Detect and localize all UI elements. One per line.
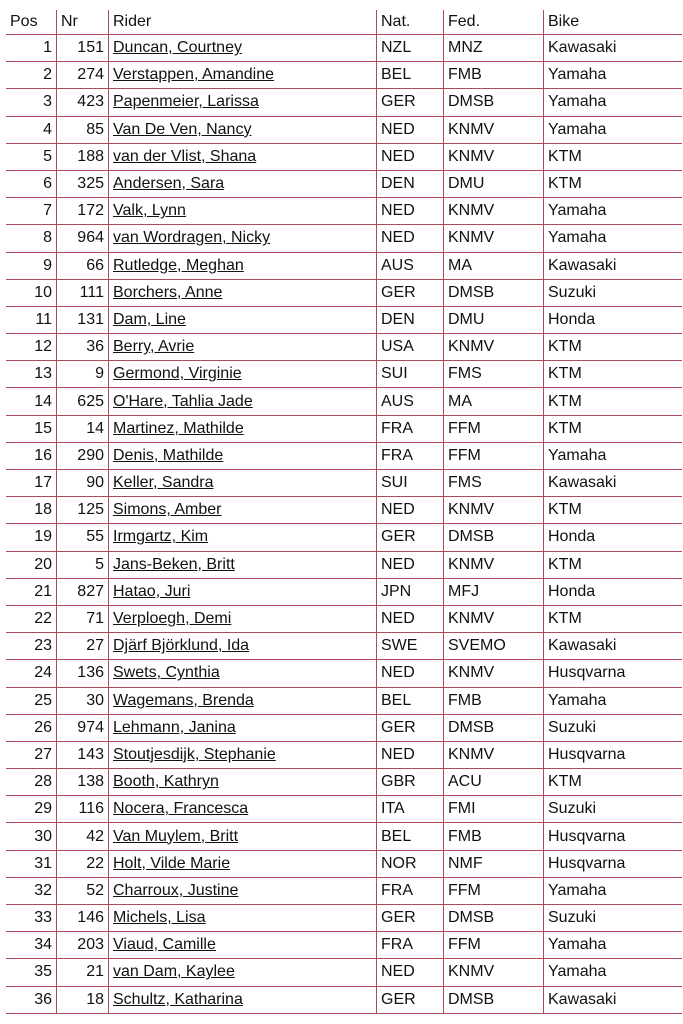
cell-nr: 203 xyxy=(56,932,108,959)
cell-rider xyxy=(108,769,376,796)
cell-pos: 12 xyxy=(6,334,56,361)
cell-nr: 21 xyxy=(56,959,108,986)
cell-rider xyxy=(108,334,376,361)
cell-pos: 3 xyxy=(6,89,56,116)
cell-fed: KNMV xyxy=(443,334,543,361)
rider-link[interactable]: Lehmann, Janina xyxy=(113,718,236,736)
cell-nr: 138 xyxy=(56,769,108,796)
cell-nr: 42 xyxy=(56,823,108,850)
rider-link[interactable]: Swets, Cynthia xyxy=(113,664,220,682)
cell-bike: Kawasaki xyxy=(543,987,682,1014)
cell-nr: 71 xyxy=(56,606,108,633)
cell-rider xyxy=(108,959,376,986)
cell-nr: 52 xyxy=(56,878,108,905)
rider-link[interactable]: Duncan, Courtney xyxy=(113,39,242,57)
cell-pos: 19 xyxy=(6,524,56,551)
cell-bike: Yamaha xyxy=(543,117,682,144)
cell-rider xyxy=(108,307,376,334)
rider-link[interactable]: Germond, Virginie xyxy=(113,365,242,383)
cell-bike: Kawasaki xyxy=(543,35,682,62)
cell-nat: USA xyxy=(376,334,443,361)
cell-fed: DMU xyxy=(443,171,543,198)
cell-nat: DEN xyxy=(376,307,443,334)
cell-fed: KNMV xyxy=(443,552,543,579)
rider-link[interactable]: Wagemans, Brenda xyxy=(113,691,254,709)
cell-fed: FFM xyxy=(443,443,543,470)
cell-nr: 423 xyxy=(56,89,108,116)
rider-link[interactable]: Irmgartz, Kim xyxy=(113,528,209,546)
results-table xyxy=(6,10,682,1014)
cell-bike: Yamaha xyxy=(543,62,682,89)
rider-link[interactable]: Berry, Avrie xyxy=(113,338,195,356)
cell-nr: 36 xyxy=(56,334,108,361)
cell-nr: 625 xyxy=(56,388,108,415)
cell-pos: 4 xyxy=(6,117,56,144)
cell-nat: SUI xyxy=(376,361,443,388)
cell-fed: KNMV xyxy=(443,742,543,769)
cell-nat: GER xyxy=(376,905,443,932)
cell-pos: 5 xyxy=(6,144,56,171)
cell-nat: AUS xyxy=(376,388,443,415)
cell-fed: DMU xyxy=(443,307,543,334)
cell-fed: MA xyxy=(443,253,543,280)
table-row xyxy=(6,851,682,878)
cell-rider xyxy=(108,497,376,524)
cell-nat: FRA xyxy=(376,416,443,443)
cell-pos: 30 xyxy=(6,823,56,850)
cell-nat: NED xyxy=(376,552,443,579)
rider-link[interactable]: Rutledge, Meghan xyxy=(113,256,244,274)
cell-bike: KTM xyxy=(543,552,682,579)
cell-fed: DMSB xyxy=(443,524,543,551)
rider-link[interactable]: Schultz, Katharina xyxy=(113,990,243,1008)
cell-bike: KTM xyxy=(543,361,682,388)
cell-fed: SVEMO xyxy=(443,633,543,660)
cell-fed: KNMV xyxy=(443,606,543,633)
cell-rider xyxy=(108,443,376,470)
rider-link[interactable]: Michels, Lisa xyxy=(113,909,206,927)
rider-link[interactable]: Verstappen, Amandine xyxy=(113,66,275,84)
cell-nr: 827 xyxy=(56,579,108,606)
cell-nat: NED xyxy=(376,225,443,252)
cell-rider xyxy=(108,35,376,62)
cell-fed: FFM xyxy=(443,932,543,959)
cell-rider xyxy=(108,823,376,850)
table-row xyxy=(6,361,682,388)
cell-nr: 290 xyxy=(56,443,108,470)
cell-nr: 151 xyxy=(56,35,108,62)
cell-fed: DMSB xyxy=(443,89,543,116)
cell-rider xyxy=(108,89,376,116)
cell-nat: FRA xyxy=(376,443,443,470)
rider-link[interactable]: Andersen, Sara xyxy=(113,175,225,193)
rider-link[interactable]: Viaud, Camille xyxy=(113,936,216,954)
cell-pos: 17 xyxy=(6,470,56,497)
cell-nr: 85 xyxy=(56,117,108,144)
rider-link[interactable]: van der Vlist, Shana xyxy=(113,147,257,165)
cell-rider xyxy=(108,987,376,1014)
header-bike: Bike xyxy=(543,10,682,35)
cell-rider xyxy=(108,62,376,89)
cell-pos: 32 xyxy=(6,878,56,905)
table-row xyxy=(6,280,682,307)
cell-bike: KTM xyxy=(543,497,682,524)
rider-link[interactable]: Charroux, Justine xyxy=(113,881,239,899)
cell-bike: Yamaha xyxy=(543,932,682,959)
cell-rider xyxy=(108,416,376,443)
table-row xyxy=(6,334,682,361)
cell-rider xyxy=(108,552,376,579)
cell-rider xyxy=(108,388,376,415)
cell-nr: 974 xyxy=(56,715,108,742)
cell-bike: Kawasaki xyxy=(543,253,682,280)
cell-fed: NMF xyxy=(443,851,543,878)
cell-pos: 35 xyxy=(6,959,56,986)
table-row xyxy=(6,89,682,116)
cell-pos: 21 xyxy=(6,579,56,606)
cell-nr: 188 xyxy=(56,144,108,171)
cell-rider xyxy=(108,144,376,171)
cell-fed: FMI xyxy=(443,796,543,823)
cell-fed: KNMV xyxy=(443,117,543,144)
header-pos: Pos xyxy=(6,10,56,35)
cell-pos: 11 xyxy=(6,307,56,334)
cell-bike: Kawasaki xyxy=(543,470,682,497)
cell-nr: 146 xyxy=(56,905,108,932)
cell-pos: 33 xyxy=(6,905,56,932)
cell-nat: NED xyxy=(376,742,443,769)
cell-nr: 5 xyxy=(56,552,108,579)
cell-nat: GER xyxy=(376,524,443,551)
cell-bike: Suzuki xyxy=(543,905,682,932)
table-row xyxy=(6,117,682,144)
cell-bike: Yamaha xyxy=(543,89,682,116)
cell-nat: NED xyxy=(376,497,443,524)
cell-nat: NED xyxy=(376,117,443,144)
cell-rider xyxy=(108,280,376,307)
cell-pos: 34 xyxy=(6,932,56,959)
cell-rider xyxy=(108,633,376,660)
cell-nr: 125 xyxy=(56,497,108,524)
cell-nr: 18 xyxy=(56,987,108,1014)
cell-rider xyxy=(108,878,376,905)
cell-nr: 66 xyxy=(56,253,108,280)
rider-link[interactable]: Van De Ven, Nancy xyxy=(113,120,252,138)
rider-link[interactable]: Djärf Björklund, Ida xyxy=(113,637,250,655)
cell-nat: FRA xyxy=(376,932,443,959)
cell-pos: 25 xyxy=(6,688,56,715)
cell-nat: NOR xyxy=(376,851,443,878)
cell-bike: Yamaha xyxy=(543,225,682,252)
rider-link[interactable]: Valk, Lynn xyxy=(113,202,186,220)
table-row xyxy=(6,144,682,171)
cell-bike: Yamaha xyxy=(543,443,682,470)
cell-pos: 27 xyxy=(6,742,56,769)
cell-pos: 6 xyxy=(6,171,56,198)
cell-fed: FMB xyxy=(443,823,543,850)
cell-bike: Kawasaki xyxy=(543,633,682,660)
cell-nat: GBR xyxy=(376,769,443,796)
cell-nat: BEL xyxy=(376,62,443,89)
table-row xyxy=(6,633,682,660)
table-row xyxy=(6,470,682,497)
cell-fed: MFJ xyxy=(443,579,543,606)
cell-pos: 2 xyxy=(6,62,56,89)
cell-bike: KTM xyxy=(543,144,682,171)
cell-pos: 36 xyxy=(6,987,56,1014)
cell-pos: 14 xyxy=(6,388,56,415)
cell-bike: Honda xyxy=(543,524,682,551)
cell-rider xyxy=(108,932,376,959)
header-nr: Nr xyxy=(56,10,108,35)
cell-rider xyxy=(108,171,376,198)
cell-pos: 18 xyxy=(6,497,56,524)
cell-fed: FMB xyxy=(443,62,543,89)
header-row xyxy=(6,10,682,35)
cell-nr: 964 xyxy=(56,225,108,252)
cell-fed: DMSB xyxy=(443,715,543,742)
cell-nr: 14 xyxy=(56,416,108,443)
cell-rider xyxy=(108,796,376,823)
cell-nr: 9 xyxy=(56,361,108,388)
cell-bike: KTM xyxy=(543,388,682,415)
rider-link[interactable]: Stoutjesdijk, Stephanie xyxy=(113,745,276,763)
table-row xyxy=(6,552,682,579)
cell-rider xyxy=(108,253,376,280)
rider-link[interactable]: O'Hare, Tahlia Jade xyxy=(113,392,253,410)
cell-bike: Suzuki xyxy=(543,715,682,742)
cell-fed: KNMV xyxy=(443,497,543,524)
cell-nat: DEN xyxy=(376,171,443,198)
cell-fed: DMSB xyxy=(443,987,543,1014)
table-row xyxy=(6,823,682,850)
cell-fed: DMSB xyxy=(443,905,543,932)
cell-pos: 10 xyxy=(6,280,56,307)
table-row xyxy=(6,987,682,1014)
cell-nat: GER xyxy=(376,280,443,307)
cell-nr: 27 xyxy=(56,633,108,660)
cell-rider xyxy=(108,225,376,252)
cell-pos: 23 xyxy=(6,633,56,660)
rider-link[interactable]: Verploegh, Demi xyxy=(113,610,232,628)
table-row xyxy=(6,742,682,769)
cell-nr: 131 xyxy=(56,307,108,334)
rider-link[interactable]: Dam, Line xyxy=(113,310,186,328)
cell-fed: KNMV xyxy=(443,959,543,986)
cell-nr: 90 xyxy=(56,470,108,497)
cell-nat: GER xyxy=(376,89,443,116)
cell-nat: GER xyxy=(376,715,443,742)
cell-rider xyxy=(108,688,376,715)
header-rider: Rider xyxy=(108,10,376,35)
cell-bike: Honda xyxy=(543,579,682,606)
cell-bike: KTM xyxy=(543,769,682,796)
cell-pos: 22 xyxy=(6,606,56,633)
cell-nat: FRA xyxy=(376,878,443,905)
rider-link[interactable]: Papenmeier, Larissa xyxy=(113,93,259,111)
table-row xyxy=(6,388,682,415)
cell-fed: KNMV xyxy=(443,144,543,171)
cell-bike: Honda xyxy=(543,307,682,334)
cell-bike: Husqvarna xyxy=(543,851,682,878)
rider-link[interactable]: Martinez, Mathilde xyxy=(113,419,244,437)
cell-pos: 1 xyxy=(6,35,56,62)
cell-nat: JPN xyxy=(376,579,443,606)
cell-pos: 24 xyxy=(6,660,56,687)
table-row xyxy=(6,905,682,932)
table-row xyxy=(6,253,682,280)
cell-nat: BEL xyxy=(376,823,443,850)
cell-rider xyxy=(108,470,376,497)
cell-nat: NED xyxy=(376,198,443,225)
table-row xyxy=(6,796,682,823)
cell-rider xyxy=(108,579,376,606)
rider-link[interactable]: Hatao, Juri xyxy=(113,582,191,600)
cell-nat: SUI xyxy=(376,470,443,497)
table-row xyxy=(6,932,682,959)
table-row xyxy=(6,416,682,443)
rider-link[interactable]: Keller, Sandra xyxy=(113,474,214,492)
cell-fed: MNZ xyxy=(443,35,543,62)
cell-bike: KTM xyxy=(543,171,682,198)
rider-link[interactable]: van Dam, Kaylee xyxy=(113,963,235,981)
cell-nr: 274 xyxy=(56,62,108,89)
cell-pos: 9 xyxy=(6,253,56,280)
cell-nat: NED xyxy=(376,606,443,633)
cell-pos: 15 xyxy=(6,416,56,443)
rider-link[interactable]: Holt, Vilde Marie xyxy=(113,854,231,872)
cell-nr: 55 xyxy=(56,524,108,551)
cell-fed: KNMV xyxy=(443,225,543,252)
cell-nat: NZL xyxy=(376,35,443,62)
cell-nr: 172 xyxy=(56,198,108,225)
cell-nr: 116 xyxy=(56,796,108,823)
cell-nr: 22 xyxy=(56,851,108,878)
cell-rider xyxy=(108,606,376,633)
header-nat: Nat. xyxy=(376,10,443,35)
cell-pos: 16 xyxy=(6,443,56,470)
table-body xyxy=(6,35,682,1014)
cell-bike: Yamaha xyxy=(543,688,682,715)
cell-pos: 31 xyxy=(6,851,56,878)
cell-bike: KTM xyxy=(543,606,682,633)
cell-nr: 143 xyxy=(56,742,108,769)
cell-pos: 29 xyxy=(6,796,56,823)
cell-nat: SWE xyxy=(376,633,443,660)
cell-fed: ACU xyxy=(443,769,543,796)
cell-bike: Yamaha xyxy=(543,198,682,225)
rider-link[interactable]: Denis, Mathilde xyxy=(113,446,224,464)
table-row xyxy=(6,307,682,334)
table-header xyxy=(6,10,682,35)
cell-fed: FFM xyxy=(443,416,543,443)
cell-fed: FMS xyxy=(443,470,543,497)
rider-link[interactable]: van Wordragen, Nicky xyxy=(113,229,271,247)
cell-bike: Yamaha xyxy=(543,959,682,986)
rider-link[interactable]: Booth, Kathryn xyxy=(113,773,219,791)
cell-nat: NED xyxy=(376,959,443,986)
cell-bike: KTM xyxy=(543,416,682,443)
table-row xyxy=(6,524,682,551)
rider-link[interactable]: Borchers, Anne xyxy=(113,283,223,301)
cell-fed: FMS xyxy=(443,361,543,388)
table-row xyxy=(6,579,682,606)
cell-bike: Suzuki xyxy=(543,280,682,307)
cell-rider xyxy=(108,660,376,687)
table-row xyxy=(6,443,682,470)
cell-rider xyxy=(108,524,376,551)
cell-rider xyxy=(108,851,376,878)
cell-bike: Husqvarna xyxy=(543,660,682,687)
cell-rider xyxy=(108,361,376,388)
cell-fed: KNMV xyxy=(443,660,543,687)
cell-rider xyxy=(108,198,376,225)
table-row xyxy=(6,225,682,252)
table-row xyxy=(6,171,682,198)
cell-pos: 28 xyxy=(6,769,56,796)
table-row xyxy=(6,606,682,633)
cell-nat: GER xyxy=(376,987,443,1014)
table-row xyxy=(6,497,682,524)
cell-pos: 20 xyxy=(6,552,56,579)
cell-pos: 13 xyxy=(6,361,56,388)
cell-rider xyxy=(108,905,376,932)
cell-bike: Yamaha xyxy=(543,878,682,905)
cell-fed: FFM xyxy=(443,878,543,905)
cell-rider xyxy=(108,715,376,742)
cell-nr: 30 xyxy=(56,688,108,715)
rider-link[interactable]: Jans-Beken, Britt xyxy=(113,555,235,573)
cell-pos: 7 xyxy=(6,198,56,225)
table-row xyxy=(6,769,682,796)
table-row xyxy=(6,660,682,687)
rider-link[interactable]: Nocera, Francesca xyxy=(113,800,249,818)
table-row xyxy=(6,878,682,905)
table-row xyxy=(6,959,682,986)
rider-link[interactable]: Simons, Amber xyxy=(113,501,222,519)
cell-fed: FMB xyxy=(443,688,543,715)
table-row xyxy=(6,688,682,715)
header-fed: Fed. xyxy=(443,10,543,35)
cell-bike: Suzuki xyxy=(543,796,682,823)
cell-nat: NED xyxy=(376,144,443,171)
table-row xyxy=(6,715,682,742)
cell-rider xyxy=(108,117,376,144)
cell-bike: Husqvarna xyxy=(543,742,682,769)
cell-nat: BEL xyxy=(376,688,443,715)
cell-fed: KNMV xyxy=(443,198,543,225)
cell-rider xyxy=(108,742,376,769)
cell-bike: Husqvarna xyxy=(543,823,682,850)
cell-fed: DMSB xyxy=(443,280,543,307)
cell-nat: ITA xyxy=(376,796,443,823)
cell-pos: 8 xyxy=(6,225,56,252)
cell-bike: KTM xyxy=(543,334,682,361)
cell-pos: 26 xyxy=(6,715,56,742)
cell-nat: NED xyxy=(376,660,443,687)
cell-nr: 111 xyxy=(56,280,108,307)
cell-nr: 136 xyxy=(56,660,108,687)
table-row xyxy=(6,198,682,225)
cell-nr: 325 xyxy=(56,171,108,198)
cell-fed: MA xyxy=(443,388,543,415)
table-row xyxy=(6,62,682,89)
table-row xyxy=(6,35,682,62)
cell-nat: AUS xyxy=(376,253,443,280)
rider-link[interactable]: Van Muylem, Britt xyxy=(113,827,239,845)
